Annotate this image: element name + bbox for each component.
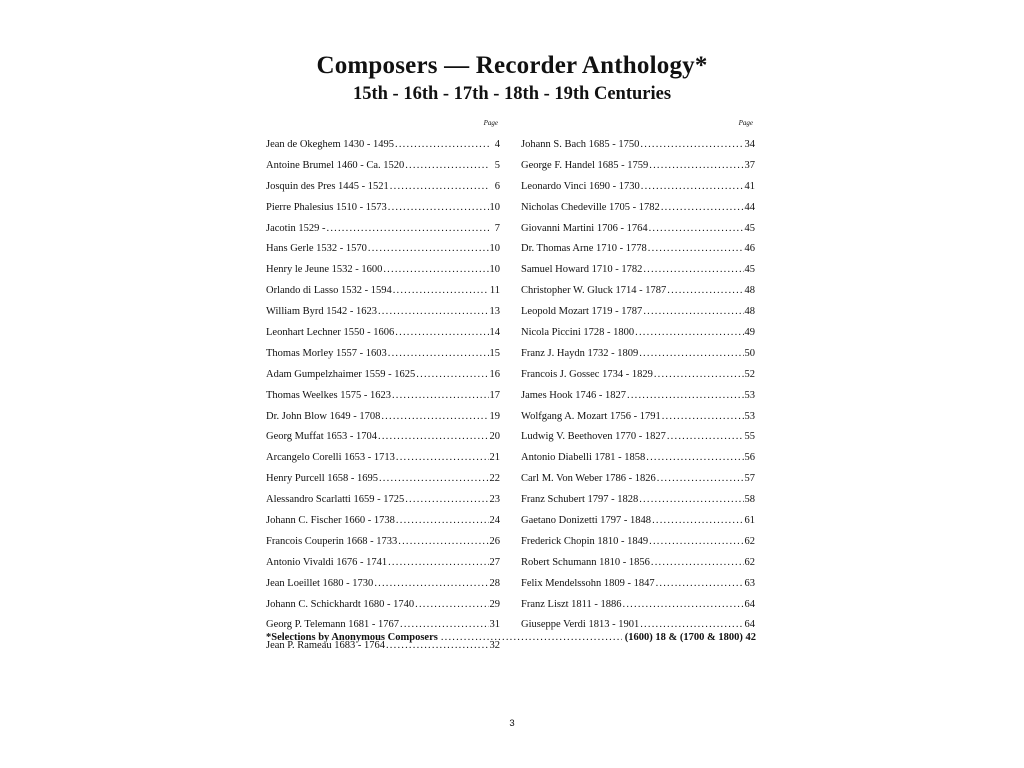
page-ref: 15 <box>489 347 500 359</box>
composer-name: Carl M. Von Weber 1786 - 1826 <box>521 473 656 485</box>
dot-leader <box>643 303 743 321</box>
composer-name: Robert Schumann 1810 - 1856 <box>521 556 650 568</box>
page-ref: 56 <box>744 452 755 464</box>
anonymous-composers-footnote <box>266 632 756 643</box>
page-ref: 61 <box>744 515 755 527</box>
page-ref: 14 <box>489 327 500 339</box>
page-subtitle: 15th - 16th - 17th - 18th - 19th Centuries <box>352 84 672 104</box>
composer-name: Thomas Weelkes 1575 - 1623 <box>266 389 391 401</box>
page-ref: 10 <box>489 264 500 276</box>
composer-entry <box>266 470 500 491</box>
composer-name: Jean de Okeghem 1430 - 1495 <box>266 139 395 150</box>
page-ref: 34 <box>744 139 755 150</box>
composer-entry <box>266 240 500 261</box>
page-ref: 29 <box>489 598 500 610</box>
dot-leader <box>396 449 489 467</box>
dot-leader <box>639 345 743 363</box>
page-ref: 6 <box>494 180 500 192</box>
composer-entry <box>266 178 500 199</box>
composer-entry <box>521 449 755 470</box>
page-ref: 48 <box>744 285 755 297</box>
page-ref: 44 <box>744 201 755 213</box>
composer-entry <box>521 199 755 220</box>
dot-leader <box>441 632 622 643</box>
composer-entry <box>266 303 500 324</box>
dot-leader <box>656 575 744 593</box>
composer-name: Adam Gumpelzhaimer 1559 - 1625 <box>266 368 416 380</box>
dot-leader <box>643 261 743 279</box>
page-ref: 53 <box>744 389 755 401</box>
composer-name: Antoine Brumel 1460 - Ca. 1520 <box>266 159 405 171</box>
composer-name: James Hook 1746 - 1827 <box>521 389 626 401</box>
composer-entry <box>521 136 755 157</box>
page-ref: 41 <box>744 180 755 192</box>
footnote-pages: (1600) 18 & (1700 & 1800) 42 <box>624 632 756 643</box>
dot-leader <box>381 408 488 426</box>
composer-entry <box>521 261 755 282</box>
composer-entry <box>266 533 500 554</box>
composer-name: Wolfgang A. Mozart 1756 - 1791 <box>521 410 661 422</box>
page-ref: 22 <box>489 473 500 485</box>
page-ref: 10 <box>489 201 500 213</box>
dot-leader <box>651 554 744 572</box>
page-number: 3 <box>509 718 515 729</box>
dot-leader <box>623 596 744 614</box>
composer-name: Christopher W. Gluck 1714 - 1787 <box>521 285 667 297</box>
page-ref: 46 <box>744 243 755 255</box>
composer-name: Franz Schubert 1797 - 1828 <box>521 494 639 506</box>
footnote-label: *Selections by Anonymous Composers <box>266 632 438 643</box>
composer-name: Nicholas Chedeville 1705 - 1782 <box>521 201 660 213</box>
page-ref: 55 <box>744 431 755 443</box>
composer-name: Alessandro Scarlatti 1659 - 1725 <box>266 494 405 506</box>
page-ref: 17 <box>489 389 500 401</box>
composer-entry <box>521 324 755 345</box>
composer-name: Georg P. Telemann 1681 - 1767 <box>266 619 400 631</box>
page-ref: 31 <box>489 619 500 631</box>
composer-entry <box>521 596 755 617</box>
dot-leader <box>405 491 488 509</box>
dot-leader <box>648 240 744 258</box>
page-ref: 27 <box>489 556 500 568</box>
page-ref: 45 <box>744 222 755 234</box>
dot-leader <box>378 303 489 321</box>
composer-entry <box>266 220 500 241</box>
dot-leader <box>639 491 743 509</box>
composer-name: Orlando di Lasso 1532 - 1594 <box>266 285 392 297</box>
composer-entry <box>266 387 500 408</box>
dot-leader <box>649 157 743 175</box>
composer-entry <box>521 220 755 241</box>
dot-leader <box>646 449 743 467</box>
composer-entry <box>521 533 755 554</box>
composer-entry <box>521 387 755 408</box>
composer-name: Hans Gerle 1532 - 1570 <box>266 243 367 255</box>
dot-leader <box>640 136 743 154</box>
dot-leader <box>378 428 488 446</box>
dot-leader <box>388 199 489 217</box>
composer-name: Leonardo Vinci 1690 - 1730 <box>521 180 640 192</box>
composer-entry <box>521 575 755 596</box>
dot-leader <box>649 533 743 551</box>
page-ref: 62 <box>744 535 755 547</box>
dot-leader <box>395 324 488 342</box>
composer-entry <box>266 491 500 512</box>
dot-leader <box>388 554 488 572</box>
page-ref: 52 <box>744 368 755 380</box>
page-ref: 62 <box>744 556 755 568</box>
composer-entry <box>266 428 500 449</box>
dot-leader <box>635 324 743 342</box>
composer-entry <box>266 324 500 345</box>
dot-leader <box>641 178 744 196</box>
page-ref: 5 <box>494 159 500 171</box>
composer-entry <box>266 554 500 575</box>
dot-leader <box>667 428 744 446</box>
page-ref: 48 <box>744 306 755 318</box>
page-ref: 63 <box>744 577 755 589</box>
dot-leader <box>327 220 490 238</box>
composer-name: Henry Purcell 1658 - 1695 <box>266 473 378 485</box>
page-ref: 13 <box>489 306 500 318</box>
composer-name: Leonhart Lechner 1550 - 1606 <box>266 327 395 339</box>
composer-name: Gaetano Donizetti 1797 - 1848 <box>521 515 652 527</box>
composer-entry <box>266 136 500 157</box>
composer-name: William Byrd 1542 - 1623 <box>266 306 377 318</box>
dot-leader <box>657 470 744 488</box>
composer-entry <box>521 366 755 387</box>
page-ref: 64 <box>744 598 755 610</box>
composer-name: Giovanni Martini 1706 - 1764 <box>521 222 648 234</box>
composer-name: Jacotin 1529 - <box>266 222 326 234</box>
dot-leader <box>390 178 489 196</box>
page-column-header: Page <box>738 119 753 127</box>
composer-list-right <box>521 118 755 637</box>
composer-name: Antonio Vivaldi 1676 - 1741 <box>266 556 388 568</box>
composer-name: Frederick Chopin 1810 - 1849 <box>521 535 649 547</box>
dot-leader <box>396 512 489 530</box>
page-ref: 53 <box>744 410 755 422</box>
composer-name: Franz J. Haydn 1732 - 1809 <box>521 347 639 359</box>
composer-entry <box>521 491 755 512</box>
dot-leader <box>392 387 489 405</box>
composer-name: Giuseppe Verdi 1813 - 1901 <box>521 619 640 631</box>
composer-entry <box>266 282 500 303</box>
composer-entry <box>266 157 500 178</box>
composer-name: Leopold Mozart 1719 - 1787 <box>521 306 643 318</box>
page-ref: 7 <box>494 222 500 234</box>
composer-entry <box>521 345 755 366</box>
composer-name: Dr. Thomas Arne 1710 - 1778 <box>521 243 647 255</box>
dot-leader <box>627 387 744 405</box>
composer-entry <box>521 470 755 491</box>
composer-entry <box>266 596 500 617</box>
composer-entry <box>521 554 755 575</box>
composer-entry <box>521 428 755 449</box>
dot-leader <box>388 345 489 363</box>
page-ref: 21 <box>489 452 500 464</box>
dot-leader <box>374 575 488 593</box>
composer-name: Jean P. Rameau 1683 - 1764 <box>266 640 385 652</box>
dot-leader <box>416 366 488 384</box>
page-ref: 45 <box>744 264 755 276</box>
composer-entry <box>521 240 755 261</box>
composer-entry <box>266 575 500 596</box>
composer-entry <box>266 408 500 429</box>
composer-entry <box>521 178 755 199</box>
composer-name: Thomas Morley 1557 - 1603 <box>266 347 387 359</box>
dot-leader <box>393 282 489 300</box>
composer-entry <box>521 282 755 303</box>
composer-name: Pierre Phalesius 1510 - 1573 <box>266 201 387 213</box>
composer-name: Felix Mendelssohn 1809 - 1847 <box>521 577 655 589</box>
composer-entry <box>266 199 500 220</box>
page-ref: 10 <box>489 243 500 255</box>
composer-name: Johann C. Schickhardt 1680 - 1740 <box>266 598 415 610</box>
page-ref: 16 <box>489 368 500 380</box>
dot-leader <box>379 470 489 488</box>
composer-entry <box>266 512 500 533</box>
composer-name: Johann S. Bach 1685 - 1750 <box>521 139 640 150</box>
page-ref: 64 <box>744 619 755 631</box>
composer-entry <box>266 345 500 366</box>
dot-leader <box>649 220 744 238</box>
composer-name: Georg Muffat 1653 - 1704 <box>266 431 378 443</box>
page-ref: 4 <box>494 139 500 150</box>
dot-leader <box>368 240 489 258</box>
dot-leader <box>415 596 488 614</box>
dot-leader <box>662 408 744 426</box>
composer-name: Franz Liszt 1811 - 1886 <box>521 598 622 610</box>
dot-leader <box>405 157 489 175</box>
dot-leader <box>654 366 744 384</box>
composer-entry <box>266 261 500 282</box>
page-ref: 37 <box>744 159 755 171</box>
composer-name: Antonio Diabelli 1781 - 1858 <box>521 452 646 464</box>
page-ref: 28 <box>489 577 500 589</box>
composer-name: Samuel Howard 1710 - 1782 <box>521 264 643 276</box>
page-ref: 58 <box>744 494 755 506</box>
composer-name: Francois J. Gossec 1734 - 1829 <box>521 368 653 380</box>
composer-name: George F. Handel 1685 - 1759 <box>521 159 649 171</box>
dot-leader <box>383 261 488 279</box>
composer-name: Nicola Piccini 1728 - 1800 <box>521 327 635 339</box>
composer-entry <box>266 366 500 387</box>
composer-name: Arcangelo Corelli 1653 - 1713 <box>266 452 395 464</box>
page-ref: 49 <box>744 327 755 339</box>
dot-leader <box>652 512 743 530</box>
page-title: Composers — Recorder Anthology* <box>316 52 708 79</box>
composer-entry <box>521 157 755 178</box>
page-ref: 19 <box>489 410 500 422</box>
composer-name: Johann C. Fischer 1660 - 1738 <box>266 515 395 527</box>
composer-name: Francois Couperin 1668 - 1733 <box>266 535 398 547</box>
page-column-header: Page <box>483 119 498 127</box>
composer-name: Dr. John Blow 1649 - 1708 <box>266 410 381 422</box>
composer-name: Ludwig V. Beethoven 1770 - 1827 <box>521 431 666 443</box>
composer-entry <box>521 408 755 429</box>
dot-leader <box>398 533 488 551</box>
composer-list-left <box>266 118 500 658</box>
page-ref: 26 <box>489 535 500 547</box>
page-ref: 32 <box>489 640 500 652</box>
page-ref: 24 <box>489 515 500 527</box>
page-ref: 50 <box>744 347 755 359</box>
page-ref: 57 <box>744 473 755 485</box>
composer-entry <box>521 512 755 533</box>
dot-leader <box>661 199 744 217</box>
composer-name: Josquin des Pres 1445 - 1521 <box>266 180 389 192</box>
page-ref: 23 <box>489 494 500 506</box>
composer-name: Jean Loeillet 1680 - 1730 <box>266 577 374 589</box>
composer-name: Henry le Jeune 1532 - 1600 <box>266 264 383 276</box>
composer-entry <box>266 449 500 470</box>
dot-leader <box>395 136 489 154</box>
page-ref: 11 <box>489 285 500 297</box>
composer-entry <box>521 303 755 324</box>
dot-leader <box>667 282 743 300</box>
page-ref: 20 <box>489 431 500 443</box>
